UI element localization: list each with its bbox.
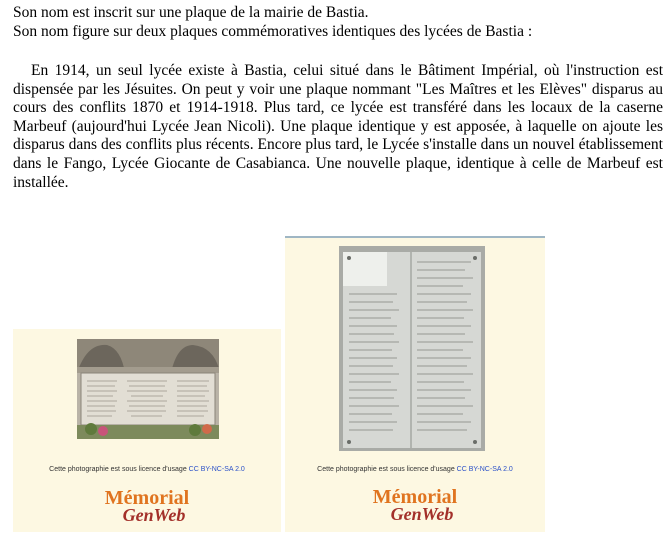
intro-line-1: Son nom est inscrit sur une plaque de la mairie de Bastia. xyxy=(13,4,369,21)
logo-memorial-text: Mémorial xyxy=(372,486,458,508)
license-link[interactable]: CC BY-NC-SA 2.0 xyxy=(456,466,513,473)
logo-memorial-text: Mémorial xyxy=(104,487,190,509)
photo-card-right xyxy=(285,236,545,532)
photo-credit-left xyxy=(13,466,281,473)
plaque-photo-left-image xyxy=(77,339,219,439)
card-top-border xyxy=(285,236,545,238)
logo-genweb-text: GenWeb xyxy=(122,505,186,525)
memorial-genweb-logo[interactable] xyxy=(285,488,545,522)
history-paragraph: En 1914, un seul lycée existe à Bastia, celui situé dans le Bâtiment Impérial, où l'instruction est dispensée par les Jésuites. On peut y voir une plaque nommant "Les Maîtres et les Elèves" disparus au cours des conflits 1870 et 1914-1918. Plus tard, ce lycée est transféré dans les locaux de la caserne Marbeuf (aujourd'hui Lycée Jean Nicoli). Une plaque identique y est apposée, à laquelle on ajoute les disparus dans des conflits plus récents. Encore plus tard, le Lycée s'installe dans un nouvel établissement dans le Fango, Lycée Giocante de Casabianca. Une nouvelle plaque, identique à celle de Marbeuf est installée. xyxy=(13,62,663,191)
photo-card-left xyxy=(13,329,281,532)
photo-credit-right xyxy=(285,466,545,473)
credit-text: Cette photographie est sous licence d'usage xyxy=(49,466,187,473)
license-link[interactable]: CC BY-NC-SA 2.0 xyxy=(188,466,245,473)
plaque-photo-right-image xyxy=(339,246,485,451)
memorial-plaque-photo-right[interactable] xyxy=(339,246,485,451)
intro-line-2: Son nom figure sur deux plaques commémoratives identiques des lycées de Bastia : xyxy=(13,23,533,40)
memorial-plaque-photo-left[interactable] xyxy=(77,339,219,439)
logo-genweb-text: GenWeb xyxy=(390,504,454,524)
credit-text: Cette photographie est sous licence d'usage xyxy=(317,466,455,473)
memorial-genweb-logo[interactable] xyxy=(13,489,281,523)
